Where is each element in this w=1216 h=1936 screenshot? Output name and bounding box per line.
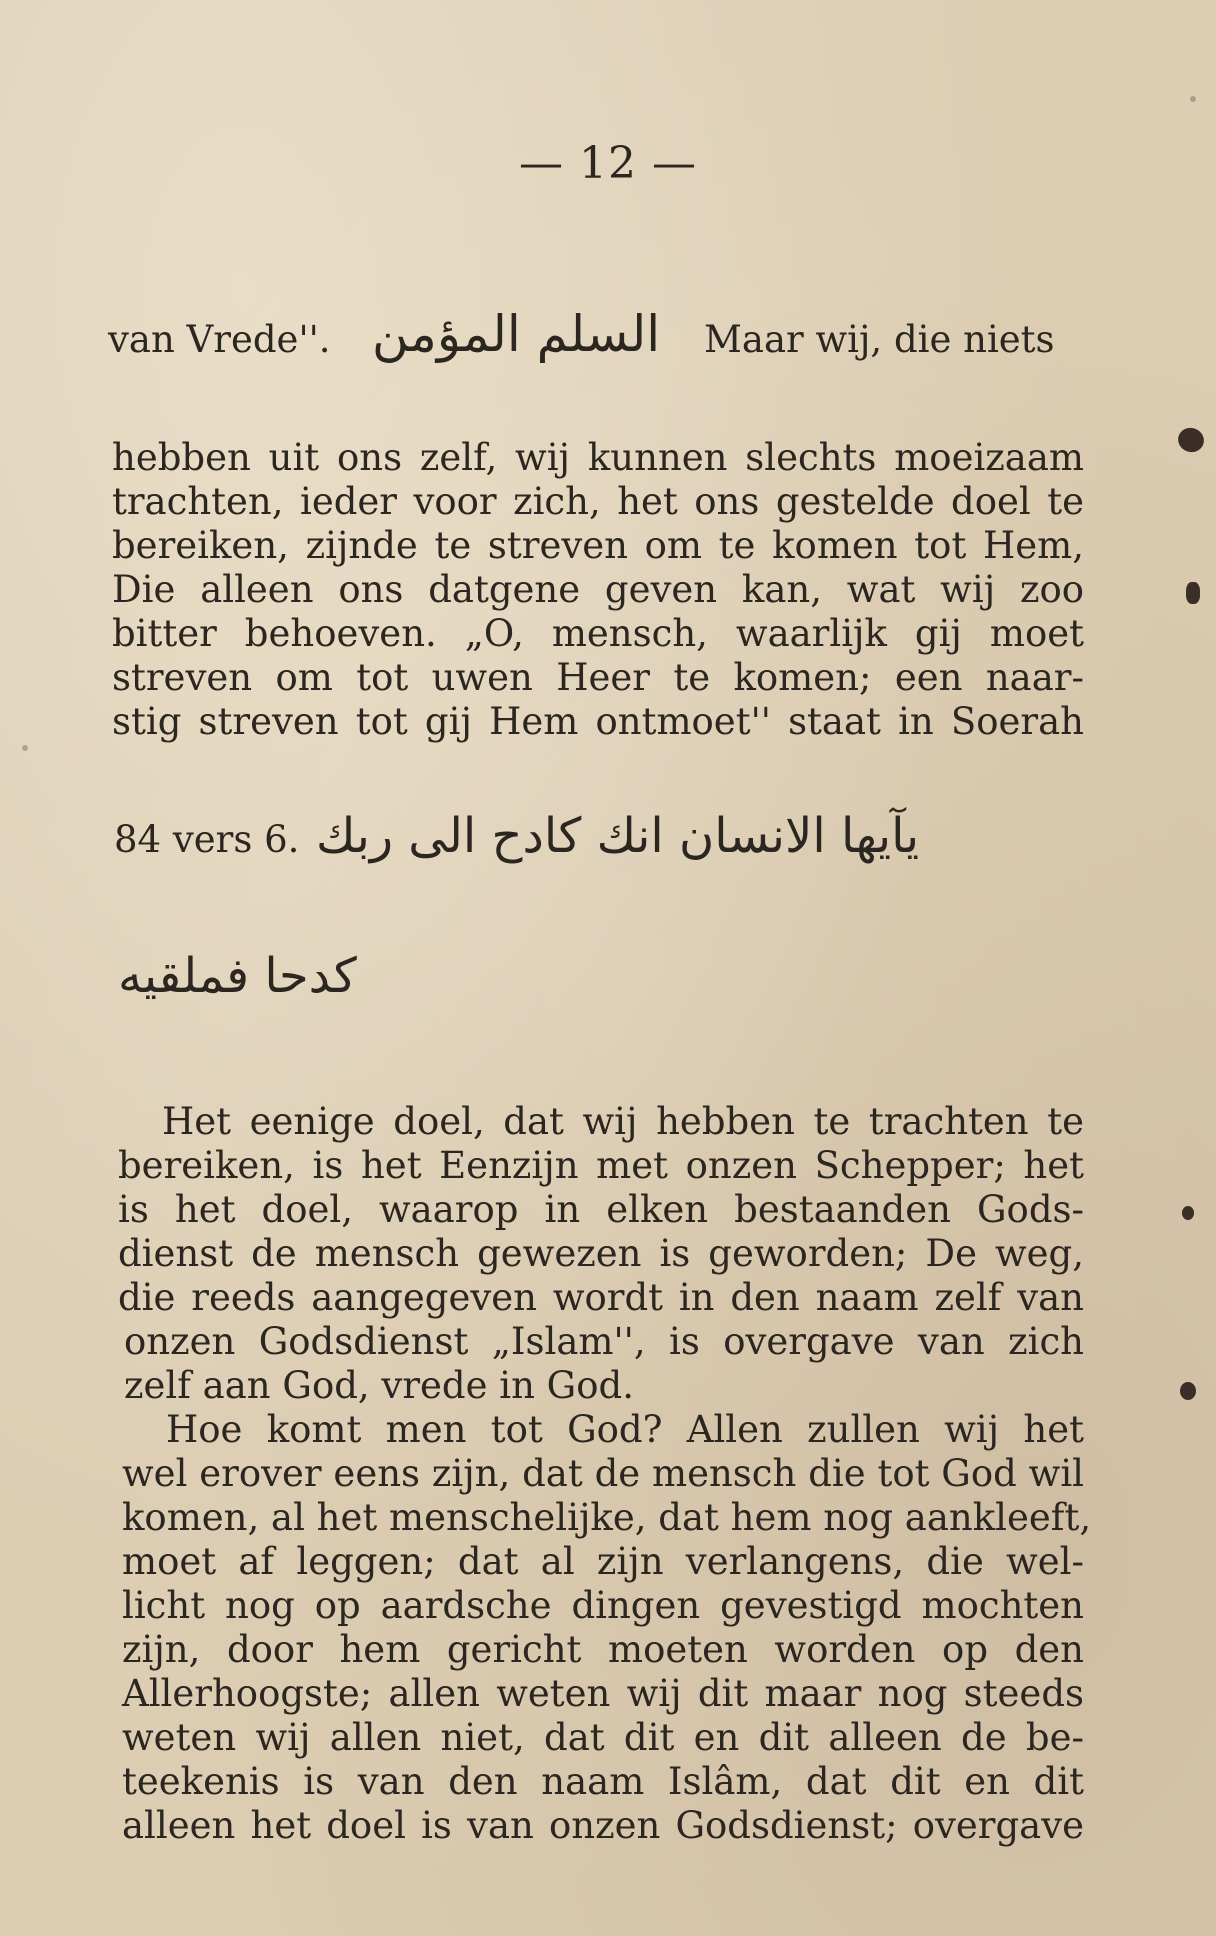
text-line: die reeds aangegeven wordt in den naam zelf van: [118, 1276, 1084, 1319]
text-line: hebben uit ons zelf, wij kunnen slechts moeizaam: [112, 436, 1084, 479]
text-line: weten wij allen niet, dat dit en dit alleen de be-: [122, 1716, 1084, 1759]
arabic-verse-line-1: يآيها الانسان انك كادح الى ربك: [316, 808, 920, 864]
text-line: moet af leggen; dat al zijn verlangens, die wel-: [122, 1540, 1084, 1583]
margin-stain-mark: [1175, 424, 1208, 455]
margin-stain-mark: [1186, 582, 1200, 604]
arabic-divine-names: السلم المؤمن: [372, 305, 661, 363]
text-line: licht nog op aardsche dingen gevestigd mochten: [122, 1584, 1084, 1627]
text-line: zijn, door hem gericht moeten worden op den: [122, 1628, 1084, 1671]
text-line: dienst de mensch gewezen is geworden; De weg,: [118, 1232, 1084, 1275]
paper-speck: [22, 745, 28, 751]
text-line: wel erover eens zijn, dat de mensch die tot God wil: [122, 1452, 1084, 1495]
text-line: alleen het doel is van onzen Godsdienst; overgave: [122, 1804, 1084, 1847]
text-line: Hoe komt men tot God? Allen zullen wij het: [166, 1408, 1084, 1451]
text-line: bitter behoeven. „O, mensch, waarlijk gij moet: [112, 612, 1084, 655]
text-line: Die alleen ons datgene geven kan, wat wij zoo: [112, 568, 1084, 611]
text-line: streven om tot uwen Heer te komen; een naar-: [112, 656, 1084, 699]
text-line: is het doel, waarop in elken bestaanden Gods-: [118, 1188, 1084, 1231]
page-number: — 12 —: [519, 138, 697, 189]
margin-stain-mark: [1180, 1382, 1196, 1400]
text-line: bereiken, is het Eenzijn met onzen Schepper; het: [118, 1144, 1084, 1187]
text-line: Allerhoogste; allen weten wij dit maar nog steeds: [122, 1672, 1084, 1715]
paper-speck: [1190, 96, 1196, 102]
text-line: stig streven tot gij Hem ontmoet'' staat in Soerah: [112, 700, 1084, 743]
text-line: Het eenige doel, dat wij hebben te trachten te: [162, 1100, 1084, 1143]
text-line: bereiken, zijnde te streven om te komen tot Hem,: [112, 524, 1084, 567]
margin-stain-mark: [1182, 1206, 1194, 1220]
verse-reference: 84 vers 6.: [114, 818, 300, 861]
first-line-left-text: van Vrede''.: [108, 318, 331, 361]
text-line: komen, al het menschelijke, dat hem nog aankleeft,: [122, 1496, 1092, 1539]
text-line: trachten, ieder voor zich, het ons gestelde doel te: [112, 480, 1084, 523]
first-line-right-text: Maar wij, die niets: [704, 318, 1055, 361]
text-line: zelf aan God, vrede in God.: [124, 1364, 634, 1407]
text-line: teekenis is van den naam Islâm, dat dit en dit: [122, 1760, 1084, 1803]
text-line: onzen Godsdienst „Islam'', is overgave van zich: [124, 1320, 1084, 1363]
arabic-verse-line-2: كدحا فملقيه: [118, 948, 357, 1004]
